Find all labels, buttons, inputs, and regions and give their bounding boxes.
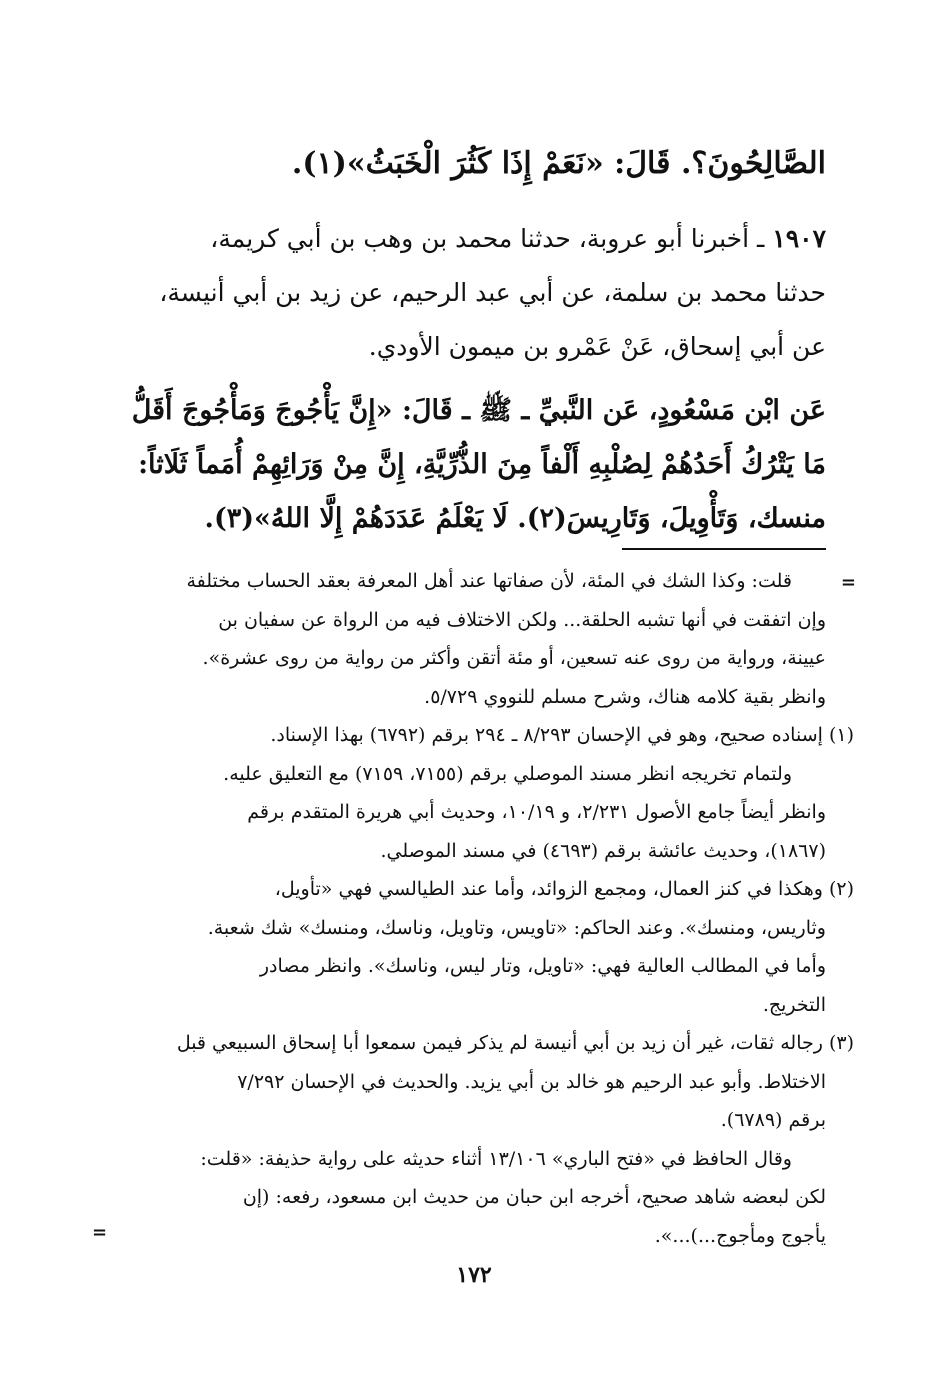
isnad-line-3: عن أبي إسحاق، عَنْ عَمْرو بن ميمون الأودي. <box>368 332 826 361</box>
footnote-3-line-2: الاختلاط. وأبو عبد الرحيم هو خالد بن أبي يزيد. والحديث في الإحسان ٧/٢٩٢ <box>237 1070 826 1093</box>
footnotes <box>114 562 854 1255</box>
isnad-line-2: حدثنا محمد بن سلمة، عن أبي عبد الرحيم، عن زيد بن أبي أنيسة، <box>159 278 826 307</box>
previous-hadith-ending <box>116 142 826 186</box>
fn-cont-line-4: وانظر بقية كلامه هناك، وشرح مسلم للنووي ٥/٧٢٩. <box>424 685 826 708</box>
footnote-1-line-2: ولتمام تخريجه انظر مسند الموصلي برقم (٧١٥٥، ٧١٥٩) مع التعليق عليه. <box>223 762 792 785</box>
footnote-1-line-3: وانظر أيضاً جامع الأصول ٢/٢٣١، و ١٠/١٩، وحديث أبي هريرة المتقدم برقم <box>247 801 826 823</box>
matn-line-1: عَن ابْن مَسْعُودٍ، عَن النَّبيِّ ـ ﷺ ـ قَالَ: «إِنَّ يَأْجُوجَ وَمَأْجُوجَ أَقَلُّ <box>131 395 826 426</box>
footnote-3-line-6: يأجوج ومأجوج...)...». <box>654 1224 826 1247</box>
page-number: ١٧٢ <box>456 1262 492 1288</box>
footnote-3-line-5: لكن لبعضه شاهد صحيح، أخرجه ابن حبان من حديث ابن مسعود، رفعه: (إن <box>242 1186 826 1208</box>
footnote-2-line-3: وأما في المطالب العالية فهي: «تاويل، وتار ليس، وناسك». وانظر مصادر <box>259 955 826 977</box>
footnote-2-line-2: وثاريس، ومنسك». وعند الحاكم: «تاويس، وتاويل، وناسك، ومنسك» شك شعبة. <box>207 916 826 939</box>
continues-next-page-mark: = <box>92 1222 108 1243</box>
fn-cont-line-3: عيينة، ورواية من روى عنه تسعين، أو مئة أتقن وأكثر من رواية من روى عشرة». <box>202 647 826 669</box>
footnote-2-line-1: (٢) وهكذا في كنز العمال، ومجمع الزوائد، وأما عند الطيالسي فهي «تأويل، <box>274 878 854 900</box>
matn-line-3: منسك، وَتَأْوِيلَ، وَتَارِيسَ(٢). لَا يَعْلَمُ عَدَدَهُمْ إِلَّا اللهُ»(٣). <box>204 503 826 534</box>
hadith-isnad <box>116 212 826 374</box>
footnote-separator <box>622 548 826 550</box>
fn-cont-line-1: قلت: وكذا الشك في المئة، لأن صفاتها عند أهل المعرفة بعقد الحساب مختلفة <box>186 570 792 592</box>
matn-line-2: مَا يَتْرُكُ أَحَدُهُمْ لِصُلْبِهِ أَلْفاً مِنَ الذُّرِّيَّةِ، إِنَّ مِنْ وَرَائِهِمْ أُمَماً ثَلَاثاً: <box>138 449 826 480</box>
footnote-1-line-4: (١٨٦٧)، وحديث عائشة برقم (٤٦٩٣) في مسند الموصلي. <box>380 839 826 862</box>
continuation-mark: = <box>840 572 856 593</box>
ending-line: الصَّالِحُونَ؟. قَالَ: «نَعَمْ إِذَا كَثُرَ الْخَبَثُ»(١). <box>291 146 826 181</box>
footnote-1-line-1: (١) إسناده صحيح، وهو في الإحسان ٨/٢٩٣ ـ ٢٩٤ برقم (٦٧٩٢) بهذا الإسناد. <box>270 724 854 746</box>
hadith-matn <box>116 384 826 546</box>
footnote-3-line-1: (٣) رجاله ثقات، غير أن زيد بن أبي أنيسة لم يذكر فيمن سمعوا أبا إسحاق السبيعي قبل <box>176 1032 854 1054</box>
hadith-number: ١٩٠٧ <box>772 224 826 253</box>
footnote-2-line-4: التخريج. <box>762 993 826 1016</box>
fn-cont-line-2: وإن اتفقت في أنها تشبه الحلقة... ولكن الاختلاف فيه من الرواة عن سفيان بن <box>218 608 826 631</box>
footnote-3-line-4: وقال الحافظ في «فتح الباري» ١٣/١٠٦ أثناء حديثه على رواية حذيفة: «قلت: <box>200 1147 792 1170</box>
isnad-line-1 <box>116 212 826 266</box>
isnad-line-1-text: ـ أخبرنا أبو عروبة، حدثنا محمد بن وهب بن أبي كريمة، <box>210 224 765 253</box>
footnote-3-line-3: برقم (٦٧٨٩). <box>720 1109 826 1131</box>
